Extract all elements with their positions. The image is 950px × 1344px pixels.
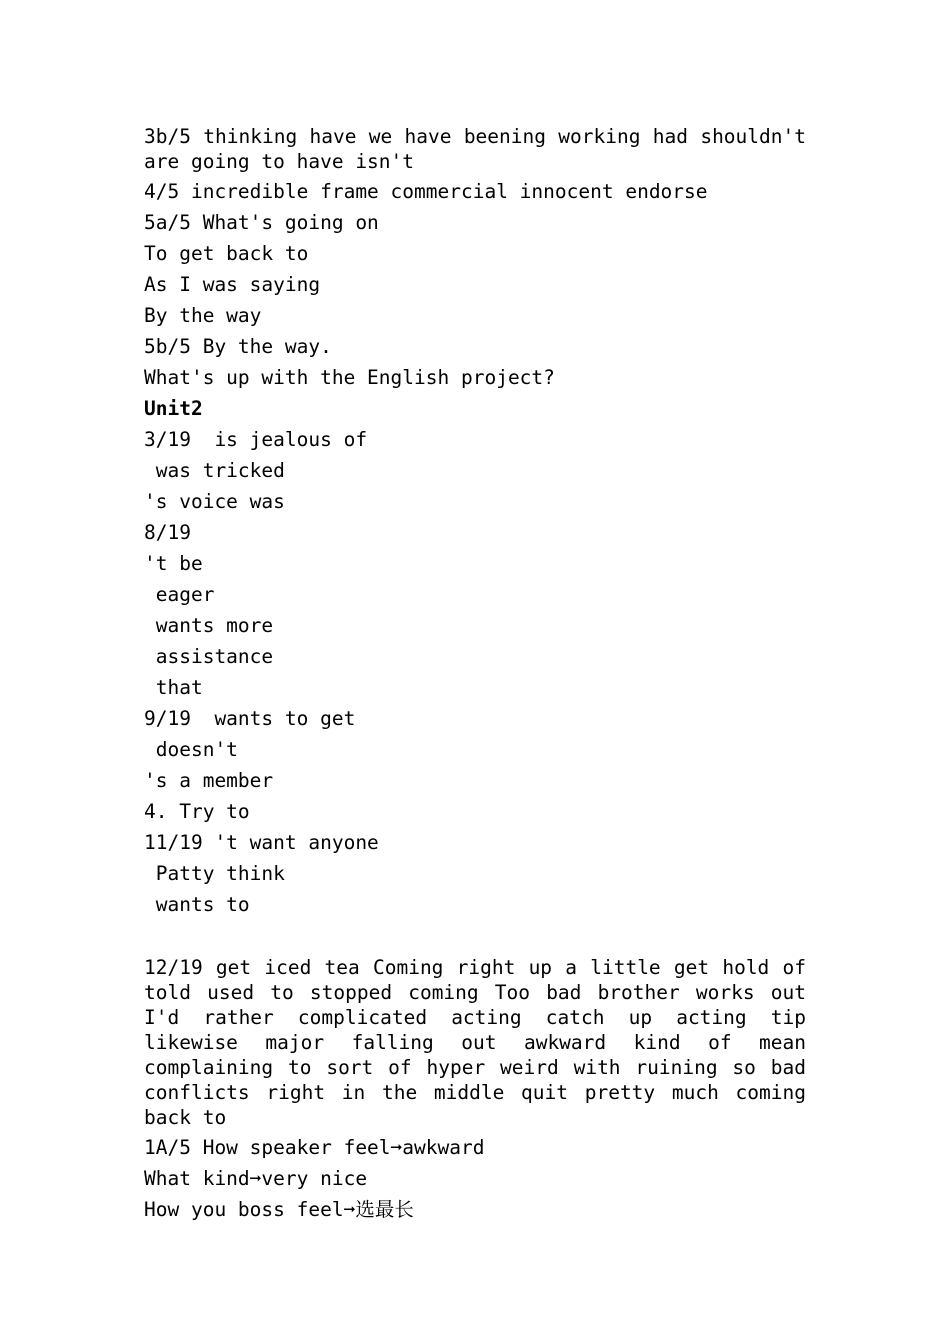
- text-line: As I was saying: [144, 273, 321, 296]
- text-line: 1A/5 How speaker feel➞awkward: [144, 1136, 485, 1159]
- text-line: What kind➞very nice: [144, 1167, 368, 1190]
- text-line: 's a member: [144, 769, 274, 792]
- text-line: that: [144, 676, 203, 699]
- text-line: wants to: [144, 893, 250, 916]
- text-line: 11/19 't want anyone: [144, 831, 379, 854]
- text-line: Patty think: [144, 862, 285, 885]
- text-line: doesn't: [144, 738, 238, 761]
- document-page: [144, 124, 806, 1229]
- text-line: 5a/5 What's going on: [144, 211, 379, 234]
- text-line: How you boss feel➞选最长: [144, 1198, 414, 1221]
- text-line: 3/19 is jealous of: [144, 428, 368, 451]
- text-line: 4/5 incredible frame commercial innocent endorse: [144, 180, 708, 203]
- text-line: eager: [144, 583, 215, 606]
- text-line: 12/19 get iced tea Coming right up a little get hold of told used to stopped coming Too bad brother works out I'd rather complicated acting catch up acting tip likewise major falling out awkward kind of mean complaining to sort of hyper weird with ruining so bad conflicts right in the middle quit pretty much coming back to: [144, 956, 806, 1129]
- text-line: 't be: [144, 552, 203, 575]
- text-line: To get back to: [144, 242, 309, 265]
- text-line: 4. Try to: [144, 800, 250, 823]
- section-heading: Unit2: [144, 397, 203, 420]
- text-line: 3b/5 thinking have we have beening working had shouldn't are going to have isn't: [144, 125, 806, 173]
- text-line: 8/19: [144, 521, 191, 544]
- text-line: 's voice was: [144, 490, 285, 513]
- text-body: [144, 124, 806, 1222]
- text-line: 5b/5 By the way.: [144, 335, 332, 358]
- text-line: wants more: [144, 614, 274, 637]
- text-line: assistance: [144, 645, 274, 668]
- text-line: was tricked: [144, 459, 285, 482]
- text-line: By the way: [144, 304, 262, 327]
- text-line: What's up with the English project?: [144, 366, 555, 389]
- blank-line: [144, 924, 806, 955]
- text-line: 9/19 wants to get: [144, 707, 356, 730]
